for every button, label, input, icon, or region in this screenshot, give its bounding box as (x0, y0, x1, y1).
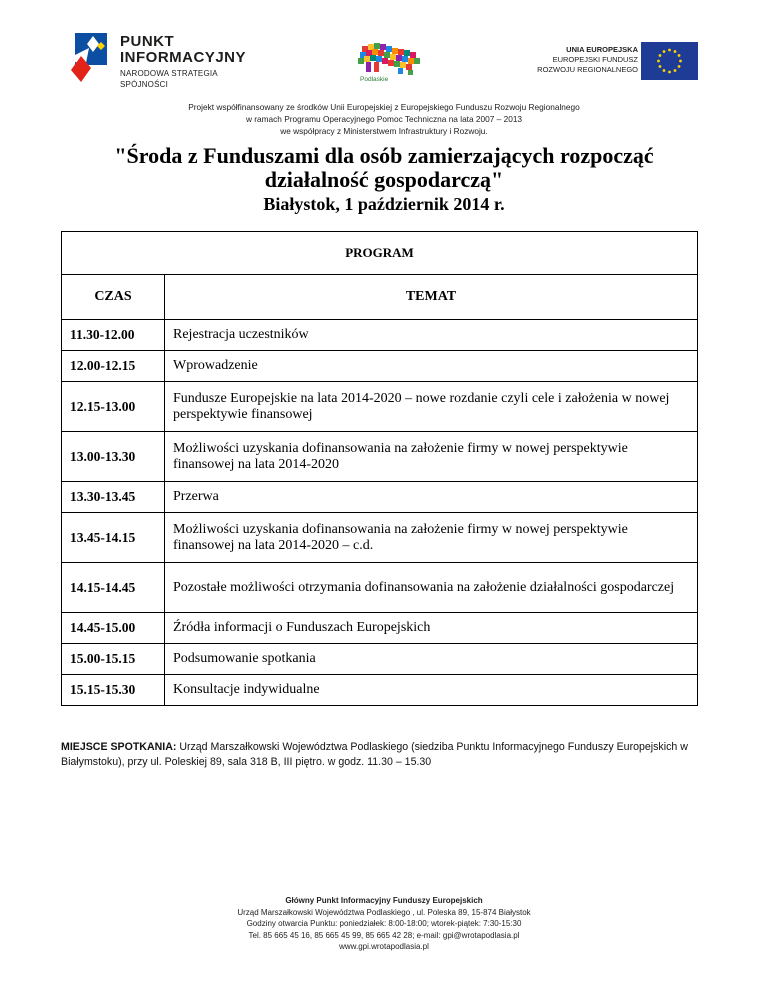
footer-line: Tel. 85 665 45 16, 85 665 45 99, 85 665 42 28; e-mail: gpi@wrotapodlasia.pl (248, 930, 520, 940)
row-topic: Przerwa (165, 482, 698, 513)
table-row (62, 382, 698, 432)
document-subtitle: Białystok, 1 październik 2014 r. (263, 194, 505, 214)
eu-star-icon (657, 60, 660, 63)
cofinance-line: we współpracy z Ministerstwem Infrastruktury i Rozwoju. (280, 126, 488, 136)
table-row (62, 613, 698, 644)
row-time: 11.30-12.00 (62, 320, 165, 351)
cofinance-note (0, 101, 768, 137)
eu-star-icon (663, 69, 666, 72)
row-topic: Pozostałe możliwości otrzymania dofinansowania na założenie działalności gospodarczej (165, 563, 698, 613)
table-row (62, 482, 698, 513)
row-time: 14.45-15.00 (62, 613, 165, 644)
table-row (62, 644, 698, 675)
eu-star-icon (679, 60, 682, 63)
row-topic: Rejestracja uczestników (165, 320, 698, 351)
row-topic: Fundusze Europejskie na lata 2014-2020 – nowe rozdanie czyli cele i założenia w nowej perspektywie finansowej (165, 382, 698, 432)
row-time: 15.15-15.30 (62, 675, 165, 706)
eu-line1: UNIA EUROPEJSKA (566, 45, 638, 54)
row-topic: Konsultacje indywidualne (165, 675, 698, 706)
pi-logo-line1: PUNKT (120, 33, 175, 50)
row-topic: Źródła informacji o Funduszach Europejskich (165, 613, 698, 644)
column-header-topic: TEMAT (165, 275, 698, 320)
eu-star-icon (678, 54, 681, 57)
title-line1: "Środa z Funduszami dla osób zamierzających rozpocząć (114, 143, 654, 168)
eu-line3: ROZWOJU REGIONALNEGO (537, 65, 638, 74)
table-row (62, 351, 698, 382)
program-heading: PROGRAM (62, 232, 698, 275)
footer-line: Urząd Marszałkowski Województwa Podlaskiego , ul. Poleska 89, 15-874 Białystok (237, 907, 531, 917)
row-time: 12.00-12.15 (62, 351, 165, 382)
table-row (62, 432, 698, 482)
podlaskie-label: Podlaskie (360, 76, 389, 83)
eu-star-icon (663, 50, 666, 53)
pi-logo-line2: INFORMACYJNY (120, 49, 247, 66)
eu-logo-text (537, 45, 638, 75)
meeting-text: Urząd Marszałkowski Województwa Podlaskiego (siedziba Punktu Informacyjnego Funduszy Europejskich w Białymstoku), przy ul. Poleskiej 89, sala 318 B, III piętro. w godz. 11.30 – 15.30 (61, 741, 688, 768)
eu-star-icon (659, 54, 662, 57)
podlaskie-logo (352, 40, 432, 88)
eu-star-icon (678, 65, 681, 68)
row-topic: Podsumowanie spotkania (165, 644, 698, 675)
eu-line2: EUROPEJSKI FUNDUSZ (552, 55, 638, 64)
row-time: 13.30-13.45 (62, 482, 165, 513)
meeting-place (61, 740, 701, 770)
cofinance-line: w ramach Programu Operacyjnego Pomoc Techniczna na lata 2007 – 2013 (245, 114, 523, 124)
row-time: 14.15-14.45 (62, 563, 165, 613)
meeting-label: MIEJSCE SPOTKANIA: (61, 741, 177, 753)
eu-star-icon (668, 71, 671, 74)
punkt-informacyjny-logo (67, 30, 257, 89)
table-row (62, 320, 698, 351)
document-title (0, 144, 768, 192)
punkt-informacyjny-emblem-icon (67, 30, 119, 85)
eu-star-icon (674, 69, 677, 72)
row-time: 13.00-13.30 (62, 432, 165, 482)
title-line2: działalność gospodarczą" (264, 167, 504, 192)
eu-flag-icon (641, 42, 698, 80)
row-time: 13.45-14.15 (62, 513, 165, 563)
table-row (62, 513, 698, 563)
row-topic: Możliwości uzyskania dofinansowania na założenie firmy w nowej perspektywie finansowej na lata 2014-2020 – c.d. (165, 513, 698, 563)
footer-title: Główny Punkt Informacyjny Funduszy Europejskich (285, 896, 483, 905)
column-header-time: CZAS (62, 275, 165, 320)
row-topic: Możliwości uzyskania dofinansowania na założenie firmy w nowej perspektywie finansowej na lata 2014-2020 (165, 432, 698, 482)
table-row (62, 675, 698, 706)
table-row (62, 563, 698, 613)
bison-mosaic-icon (352, 40, 432, 80)
row-topic: Wprowadzenie (165, 351, 698, 382)
eu-star-icon (668, 49, 671, 52)
footer-website: www.gpi.wrotapodlasia.pl (339, 942, 429, 951)
pi-logo-line3: NARODOWA STRATEGIA SPÓJNOŚCI (120, 69, 218, 89)
footer (0, 895, 768, 953)
row-time: 15.00-15.15 (62, 644, 165, 675)
eu-star-icon (674, 50, 677, 53)
row-time: 12.15-13.00 (62, 382, 165, 432)
footer-line: Godziny otwarcia Punktu: poniedziałek: 8:00-18:00; wtorek-piątek: 7:30-15:30 (246, 919, 522, 928)
eu-star-icon (659, 65, 662, 68)
cofinance-line: Projekt współfinansowany ze środków Unii Europejskiej z Europejskiego Funduszu Rozwoju Regionalnego (188, 102, 580, 112)
program-table (61, 231, 698, 706)
